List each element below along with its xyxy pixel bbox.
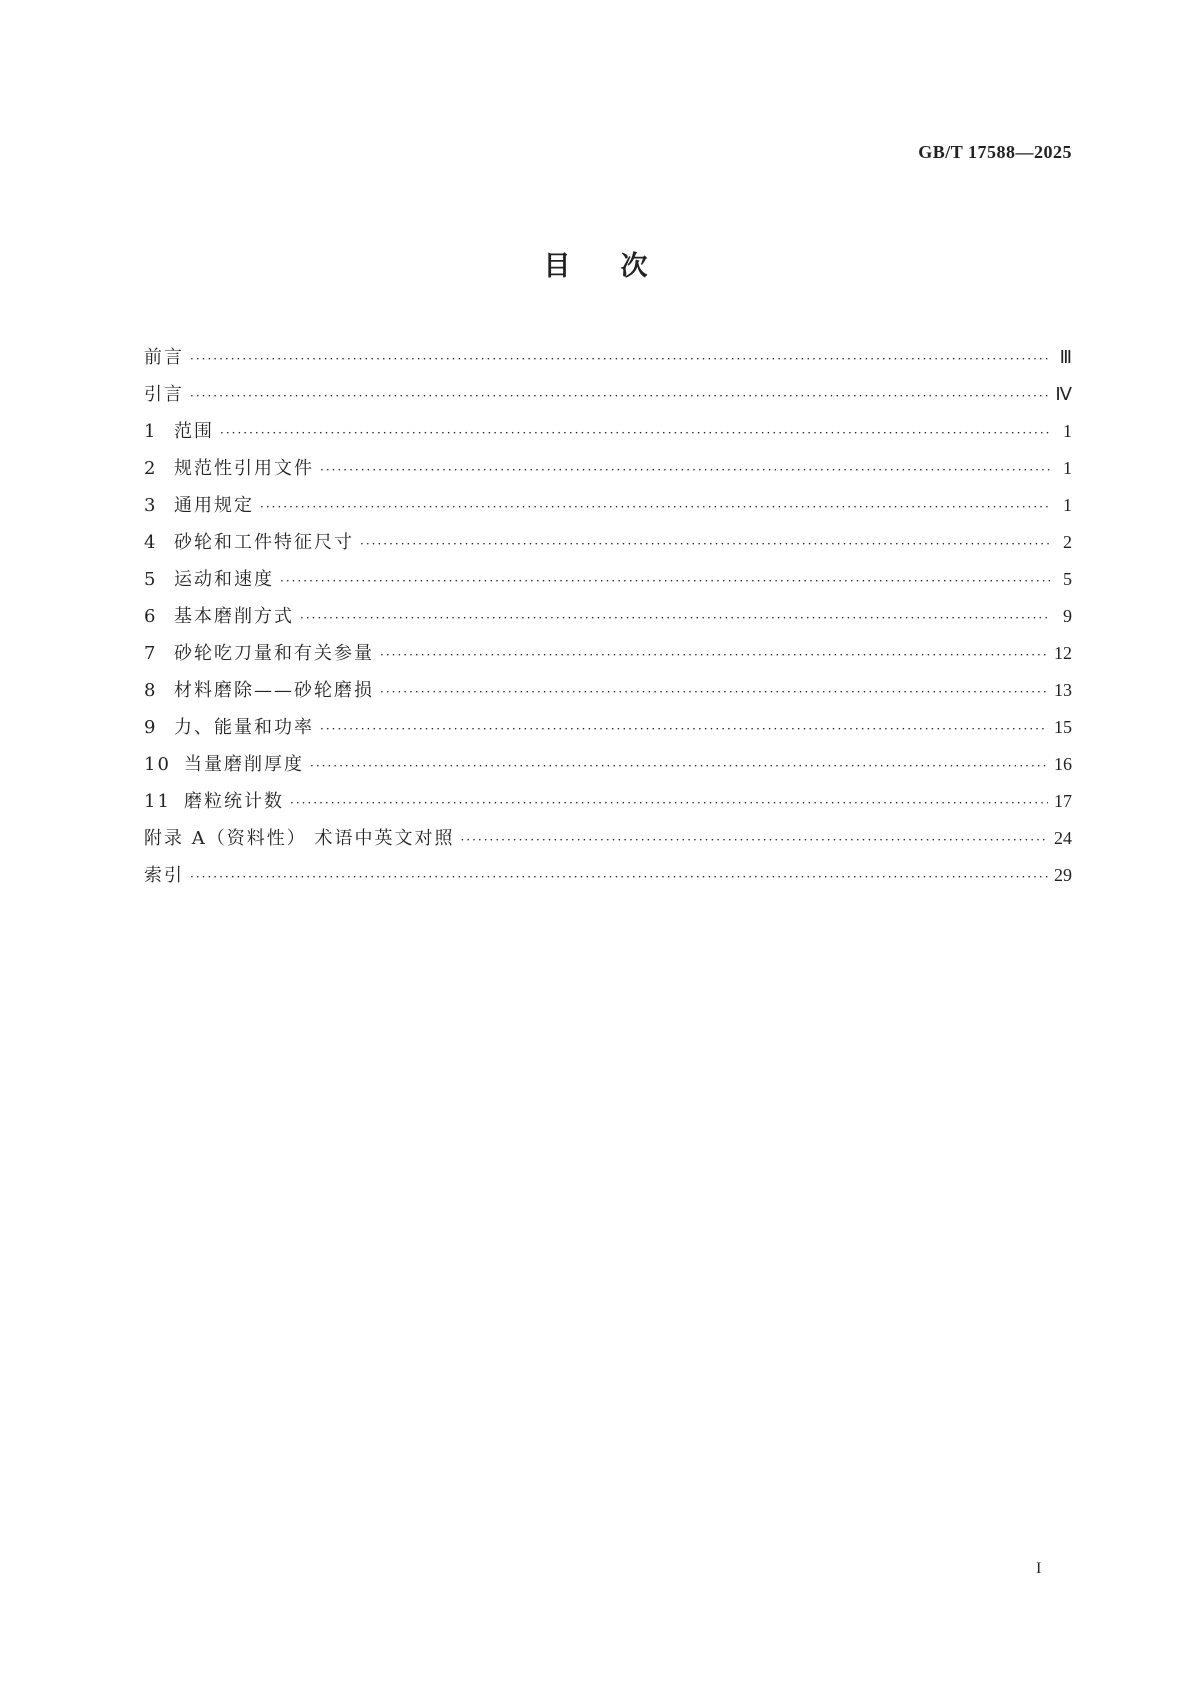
toc-entry-label: 前言 bbox=[144, 347, 184, 368]
toc-entry[interactable] bbox=[144, 713, 1072, 750]
toc-entry-number: 3 bbox=[144, 495, 158, 516]
toc-entry-page: 29 bbox=[1054, 865, 1072, 885]
toc-entry-label: 基本磨削方式 bbox=[174, 606, 294, 627]
toc-entry-page: 17 bbox=[1054, 791, 1072, 811]
dot-leader bbox=[280, 574, 1050, 588]
toc-entry[interactable] bbox=[144, 454, 1072, 491]
toc-entry-number: 11 bbox=[144, 791, 171, 812]
toc-entry[interactable] bbox=[144, 861, 1072, 898]
toc-entry-page: 1 bbox=[1063, 495, 1072, 515]
toc-entry-number: 1 bbox=[144, 421, 158, 442]
toc-entry[interactable] bbox=[144, 528, 1072, 565]
toc-entry-label: 砂轮吃刀量和有关参量 bbox=[174, 643, 374, 664]
toc-entry-page: 12 bbox=[1054, 643, 1072, 663]
toc-entry-number: 10 bbox=[144, 754, 171, 775]
toc-entry-label: 范围 bbox=[174, 421, 214, 442]
dot-leader bbox=[300, 611, 1050, 625]
toc-entry-number: 5 bbox=[144, 569, 158, 590]
toc-entry[interactable] bbox=[144, 565, 1072, 602]
toc-entry-number: 7 bbox=[144, 643, 158, 664]
dot-leader bbox=[380, 648, 1048, 662]
toc-entry-page: 16 bbox=[1054, 754, 1072, 774]
dot-leader bbox=[220, 426, 1050, 440]
dot-leader bbox=[320, 722, 1048, 736]
dot-leader bbox=[460, 833, 1048, 847]
dot-leader bbox=[260, 500, 1050, 514]
toc-entry[interactable] bbox=[144, 417, 1072, 454]
toc-entry[interactable] bbox=[144, 787, 1072, 824]
toc-entry-label: 通用规定 bbox=[174, 495, 254, 516]
toc-entry-label: 力、能量和功率 bbox=[174, 717, 314, 738]
toc-entry-number: 8 bbox=[144, 680, 158, 701]
toc-entry-label: 规范性引用文件 bbox=[174, 458, 314, 479]
toc-entry[interactable] bbox=[144, 343, 1072, 380]
toc-entry-number: 2 bbox=[144, 458, 158, 479]
table-of-contents bbox=[144, 343, 1072, 898]
toc-entry[interactable] bbox=[144, 380, 1072, 417]
page-title: 目次 bbox=[543, 251, 698, 282]
toc-entry-label: 索引 bbox=[144, 865, 184, 886]
toc-entry-label: 磨粒统计数 bbox=[184, 791, 284, 812]
toc-entry-label: 运动和速度 bbox=[174, 569, 274, 590]
toc-entry-page: 9 bbox=[1063, 606, 1072, 626]
dot-leader bbox=[290, 796, 1048, 810]
toc-entry[interactable] bbox=[144, 602, 1072, 639]
toc-entry-label: 材料磨除——砂轮磨损 bbox=[174, 680, 374, 701]
toc-entry[interactable] bbox=[144, 750, 1072, 787]
standard-number: GB/T 17588—2025 bbox=[918, 142, 1072, 162]
toc-entry[interactable] bbox=[144, 824, 1072, 861]
page-number: I bbox=[1036, 1560, 1042, 1577]
toc-entry-page: 24 bbox=[1054, 828, 1072, 848]
toc-entry-label: 附录 A（资料性） 术语中英文对照 bbox=[144, 828, 455, 849]
toc-entry-page: Ⅲ bbox=[1059, 347, 1072, 367]
toc-entry[interactable] bbox=[144, 639, 1072, 676]
toc-entry-page: 2 bbox=[1063, 532, 1072, 552]
toc-entry-page: 1 bbox=[1063, 458, 1072, 478]
dot-leader bbox=[380, 685, 1048, 699]
dot-leader bbox=[360, 537, 1050, 551]
toc-entry-page: 15 bbox=[1054, 717, 1072, 737]
toc-entry-page: 1 bbox=[1063, 421, 1072, 441]
toc-entry-number: 9 bbox=[144, 717, 158, 738]
dot-leader bbox=[190, 870, 1048, 884]
toc-entry-number: 6 bbox=[144, 606, 158, 627]
toc-entry-label: 砂轮和工件特征尺寸 bbox=[174, 532, 354, 553]
toc-entry[interactable] bbox=[144, 676, 1072, 713]
toc-entry-page: 13 bbox=[1054, 680, 1072, 700]
toc-entry[interactable] bbox=[144, 491, 1072, 528]
toc-entry-label: 引言 bbox=[144, 384, 184, 405]
dot-leader bbox=[190, 389, 1049, 403]
dot-leader bbox=[310, 759, 1048, 773]
toc-entry-label: 当量磨削厚度 bbox=[184, 754, 304, 775]
dot-leader bbox=[320, 463, 1050, 477]
dot-leader bbox=[190, 352, 1050, 366]
toc-entry-number: 4 bbox=[144, 532, 158, 553]
toc-entry-page: Ⅳ bbox=[1055, 384, 1072, 404]
toc-entry-page: 5 bbox=[1063, 569, 1072, 589]
